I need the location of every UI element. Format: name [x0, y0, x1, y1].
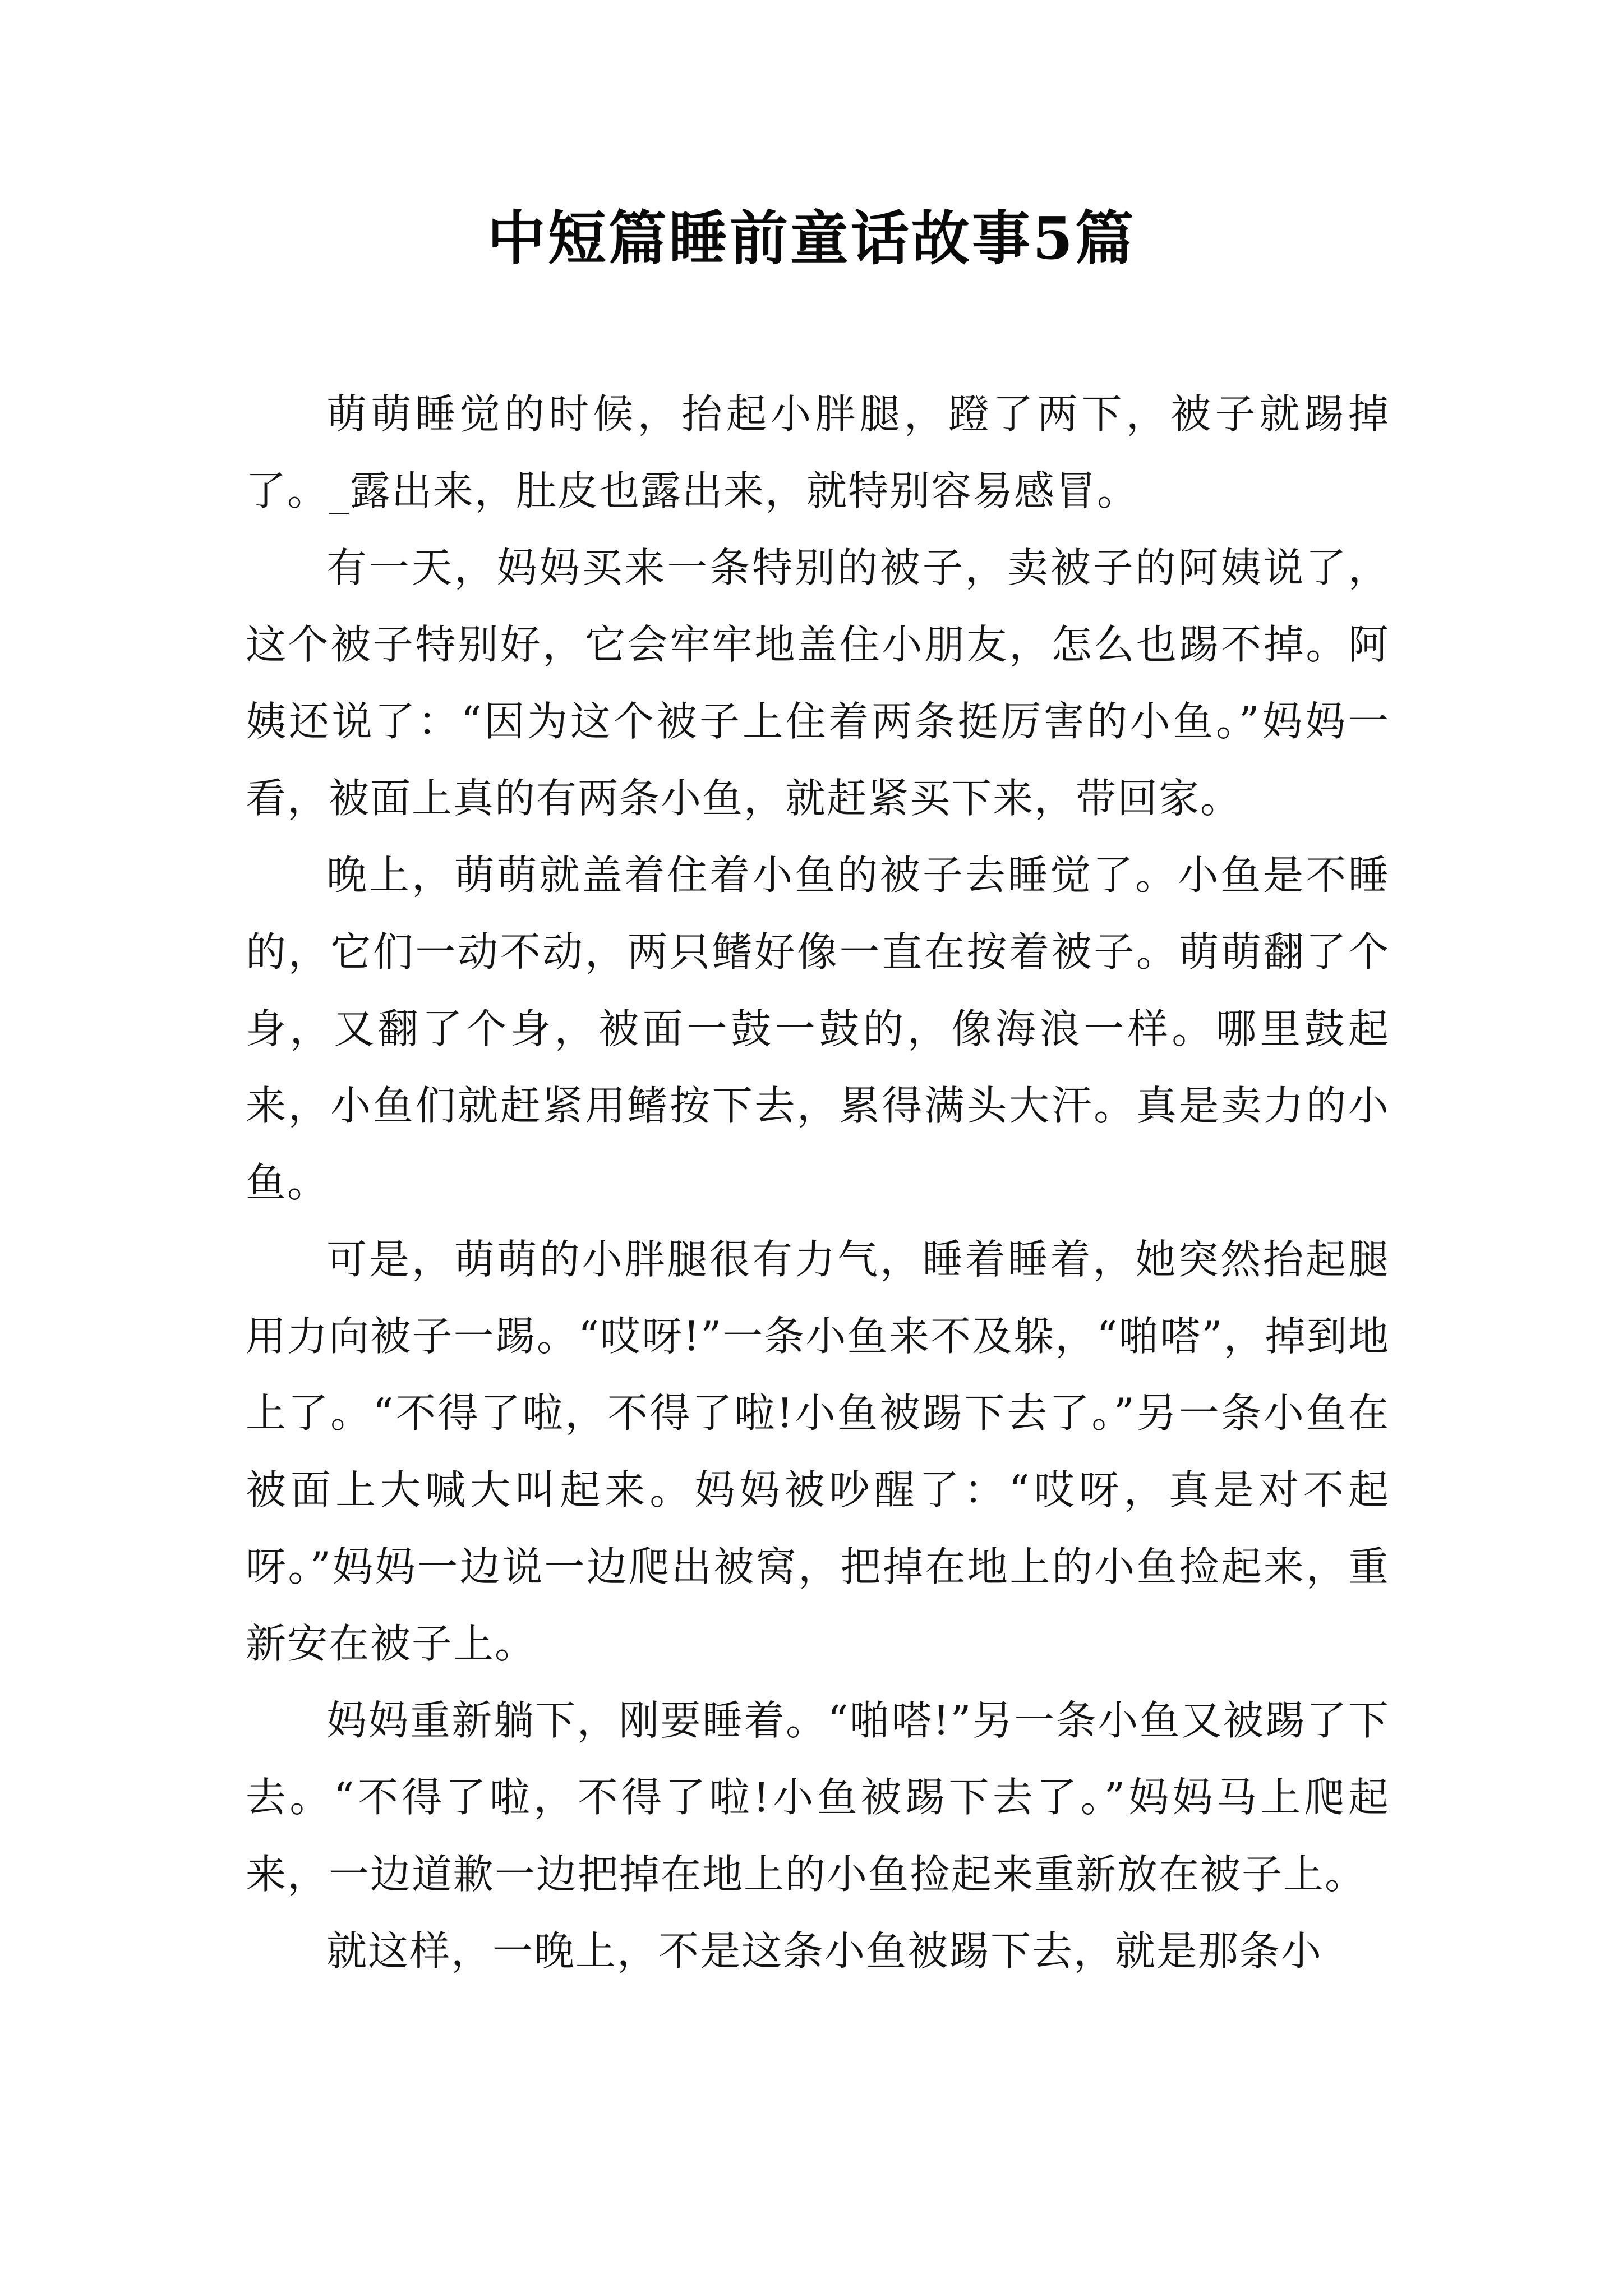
paragraph: 萌萌睡觉的时候，抬起小胖腿，蹬了两下，被子就踢掉了。_露出来，肚皮也露出来，就特别容易感冒。: [246, 390, 1390, 514]
paragraph: 就这样，一晚上，不是这条小鱼被踢下去，就是那条小: [326, 1927, 1323, 1975]
document-title: 中短篇睡前童话故事5篇: [487, 204, 1136, 273]
paragraph: 妈妈重新躺下，刚要睡着。“啪嗒!”另一条小鱼又被踢了下去。“不得了啦，不得了啦!小鱼被踢下去了。”妈妈马上爬起来，一边道歉一边把掉在地上的小鱼捡起来重新放在被子上。: [246, 1697, 1390, 1898]
paragraph: 晚上，萌萌就盖着住着小鱼的被子去睡觉了。小鱼是不睡的，它们一动不动，两只鳍好像一直在按着被子。萌萌翻了个身，又翻了个身，被面一鼓一鼓的，像海浪一样。哪里鼓起来，小鱼们就赶紧用鳍按下去，累得满头大汗。真是卖力的小鱼。: [246, 852, 1390, 1206]
document-body: [246, 376, 1390, 1990]
paragraph: 有一天，妈妈买来一条特别的被子，卖被子的阿姨说了，这个被子特别好，它会牢牢地盖住小朋友，怎么也踢不掉。阿姨还说了：“因为这个被子上住着两条挺厉害的小鱼。”妈妈一看，被面上真的有两条小鱼，就赶紧买下来，带回家。: [246, 544, 1390, 822]
paragraph: 可是，萌萌的小胖腿很有力气，睡着睡着，她突然抬起腿用力向被子一踢。“哎呀!”一条小鱼来不及躲，“啪嗒”，掉到地上了。“不得了啦，不得了啦!小鱼被踢下去了。”另一条小鱼在被面上大喊大叫起来。妈妈被吵醒了：“哎呀，真是对不起呀。”妈妈一边说一边爬出被窝，把掉在地上的小鱼捡起来，重新安在被子上。: [246, 1236, 1390, 1667]
